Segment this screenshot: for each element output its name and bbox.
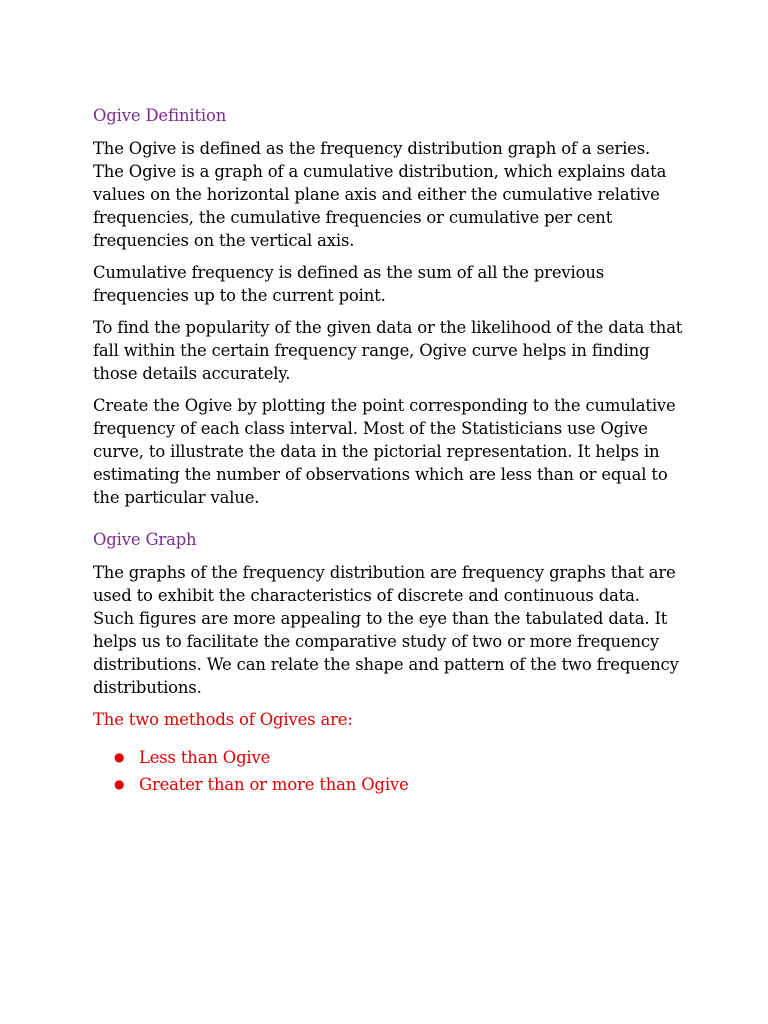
methods-intro: The two methods of Ogives are: [93, 710, 353, 729]
paragraph-frequency-graphs: The graphs of the frequency distribution are frequency graphs that are used to exhibit the characteristics of discrete and continuous data. Such figures are more appealing to the eye than the tabulated data. It helps us to facilitate the comparative study of two or more frequency distributions. We can relate the shape and pattern of the two frequency distributions. [93, 563, 679, 697]
methods-list [93, 744, 683, 798]
list-item [93, 771, 683, 798]
heading-ogive-graph: Ogive Graph [93, 530, 197, 549]
paragraph-popularity: To find the popularity of the given data or the likelihood of the data that fall within the certain frequency range, Ogive curve helps in finding those details accurately. [93, 318, 683, 383]
paragraph-create-ogive: Create the Ogive by plotting the point corresponding to the cumulative frequency of each class interval. Most of the Statisticians use Ogive curve, to illustrate the data in the pictorial representation. It helps in estimating the number of observations which are less than or equal to the particular value. [93, 396, 676, 507]
method-less-than: Less than Ogive [139, 748, 271, 767]
method-greater-than: Greater than or more than Ogive [139, 775, 409, 794]
bullet-icon: ● [114, 750, 125, 764]
bullet-icon: ● [114, 777, 125, 791]
document-page [93, 104, 683, 798]
list-item [93, 744, 683, 771]
heading-ogive-definition: Ogive Definition [93, 106, 227, 125]
paragraph-cumulative-frequency: Cumulative frequency is defined as the sum of all the previous frequencies up to the current point. [93, 263, 604, 305]
paragraph-definition: The Ogive is defined as the frequency distribution graph of a series. The Ogive is a graph of a cumulative distribution, which explains data values on the horizontal plane axis and either the cumulative relative frequencies, the cumulative frequencies or cumulative per cent frequencies on the vertical axis. [93, 139, 667, 250]
